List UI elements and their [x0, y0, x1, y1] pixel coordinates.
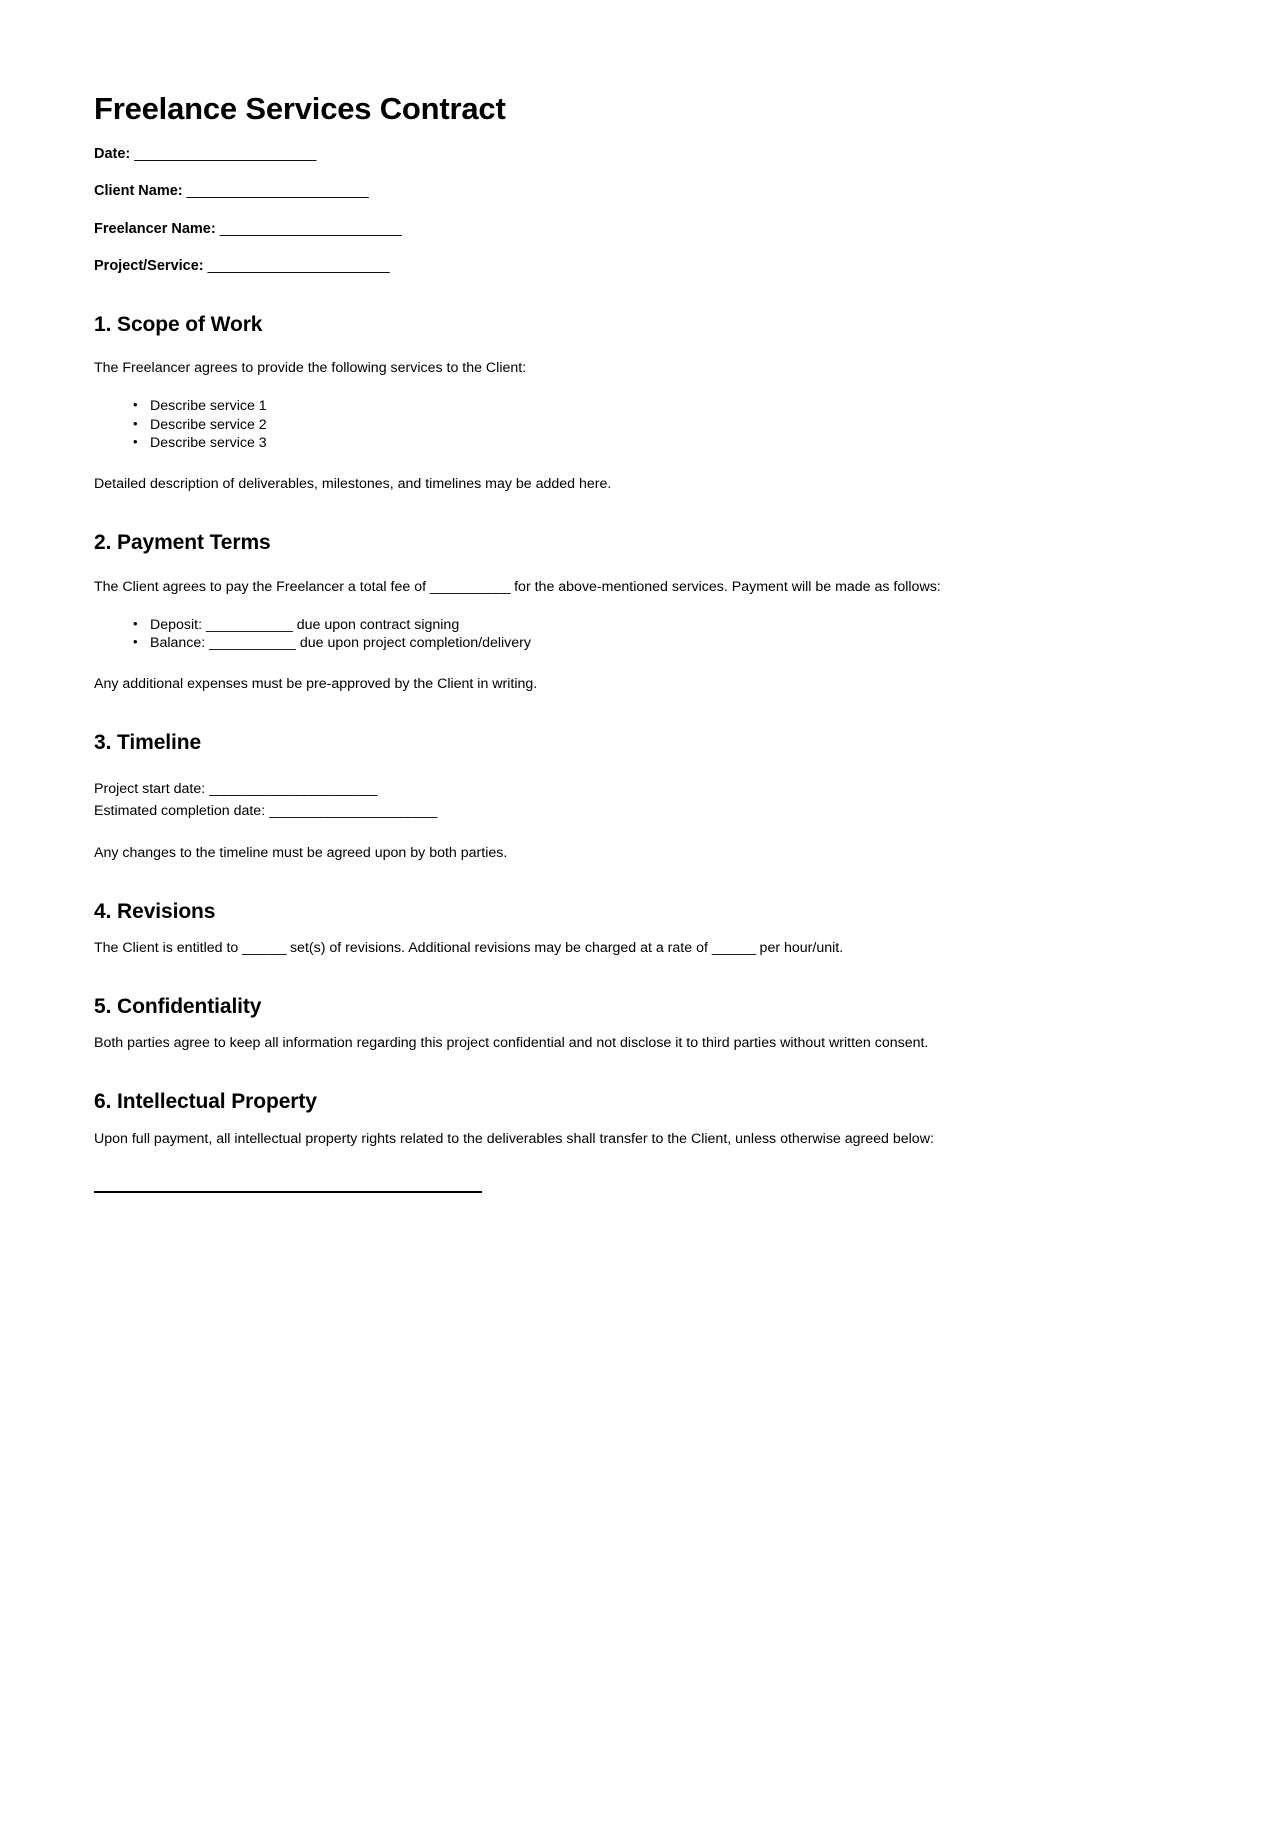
field-blank-date[interactable]: ________________________ [134, 146, 316, 163]
list-item: • Describe service 1 [150, 397, 1104, 416]
revisions-count-blank[interactable]: ______ [242, 939, 287, 956]
project-start-date-row [94, 778, 1104, 800]
intellectual-property-text: Upon full payment, all intellectual property rights related to the deliverables shall transfer to the Client, unless otherwise agreed below: [94, 1130, 934, 1147]
page-title: Freelance Services Contract [94, 91, 506, 126]
field-blank-freelancer-name[interactable]: ________________________ [219, 220, 402, 237]
list-item: • Balance: ___________ due upon project completion/delivery [150, 634, 1104, 653]
timeline-date-fields [94, 778, 1104, 822]
confidentiality-text: Both parties agree to keep all information regarding this project confidential and not disclose it to third parties without written consent. [94, 1035, 929, 1052]
field-blank-client-name[interactable]: ________________________ [186, 183, 369, 200]
revisions-text [94, 939, 1104, 958]
revisions-rate-blank[interactable]: ______ [711, 939, 756, 956]
field-blank-project-service[interactable]: ________________________ [207, 258, 390, 275]
scope-closing-text: Detailed description of deliverables, milestones, and timelines may be added here. [94, 476, 612, 493]
project-start-date-blank[interactable]: _______________________ [209, 780, 377, 797]
field-row-date [94, 146, 1104, 163]
section-heading-payment-terms: 2. Payment Terms [94, 531, 271, 555]
payment-schedule-list [94, 616, 1104, 653]
document-content [94, 92, 1104, 1193]
revisions-text-part-3: per hour/unit. [755, 939, 844, 956]
section-heading-confidentiality: 5. Confidentiality [94, 995, 262, 1019]
field-label-date: Date: [94, 146, 131, 163]
section-heading-intellectual-property: 6. Intellectual Property [94, 1090, 317, 1114]
revisions-text-part-1: The Client is entitled to [94, 939, 243, 956]
list-item: • Describe service 3 [150, 434, 1104, 453]
field-label-client-name: Client Name: [94, 183, 183, 200]
payment-total-fee-blank[interactable]: ___________ [429, 578, 511, 595]
list-item: • Deposit: ___________ due upon contract signing [150, 616, 1104, 635]
field-label-freelancer-name: Freelancer Name: [94, 220, 216, 237]
payment-intro-text [94, 578, 1104, 597]
project-start-date-label: Project start date: [94, 780, 210, 797]
signature-line[interactable] [94, 1191, 482, 1193]
revisions-text-part-2: set(s) of revisions. Additional revisions may be charged at a rate of [286, 939, 712, 956]
completion-date-blank[interactable]: _______________________ [269, 802, 437, 819]
completion-date-label: Estimated completion date: [94, 802, 270, 819]
scope-intro-text: The Freelancer agrees to provide the following services to the Client: [94, 359, 527, 376]
scope-services-list [94, 397, 1104, 453]
section-heading-timeline: 3. Timeline [94, 731, 202, 755]
field-label-project-service: Project/Service: [94, 258, 204, 275]
section-heading-scope-of-work: 1. Scope of Work [94, 312, 263, 336]
timeline-closing-text: Any changes to the timeline must be agreed upon by both parties. [94, 844, 508, 861]
list-item: • Describe service 2 [150, 416, 1104, 435]
completion-date-row [94, 800, 1104, 822]
field-row-client-name [94, 183, 1104, 200]
section-heading-revisions: 4. Revisions [94, 899, 216, 923]
payment-intro-part-1: The Client agrees to pay the Freelancer a total fee of [94, 578, 430, 595]
payment-closing-text: Any additional expenses must be pre-approved by the Client in writing. [94, 676, 538, 693]
payment-intro-part-2: for the above-mentioned services. Payment will be made as follows: [510, 578, 941, 595]
field-row-project-service [94, 258, 1104, 275]
field-row-freelancer-name [94, 221, 1104, 238]
